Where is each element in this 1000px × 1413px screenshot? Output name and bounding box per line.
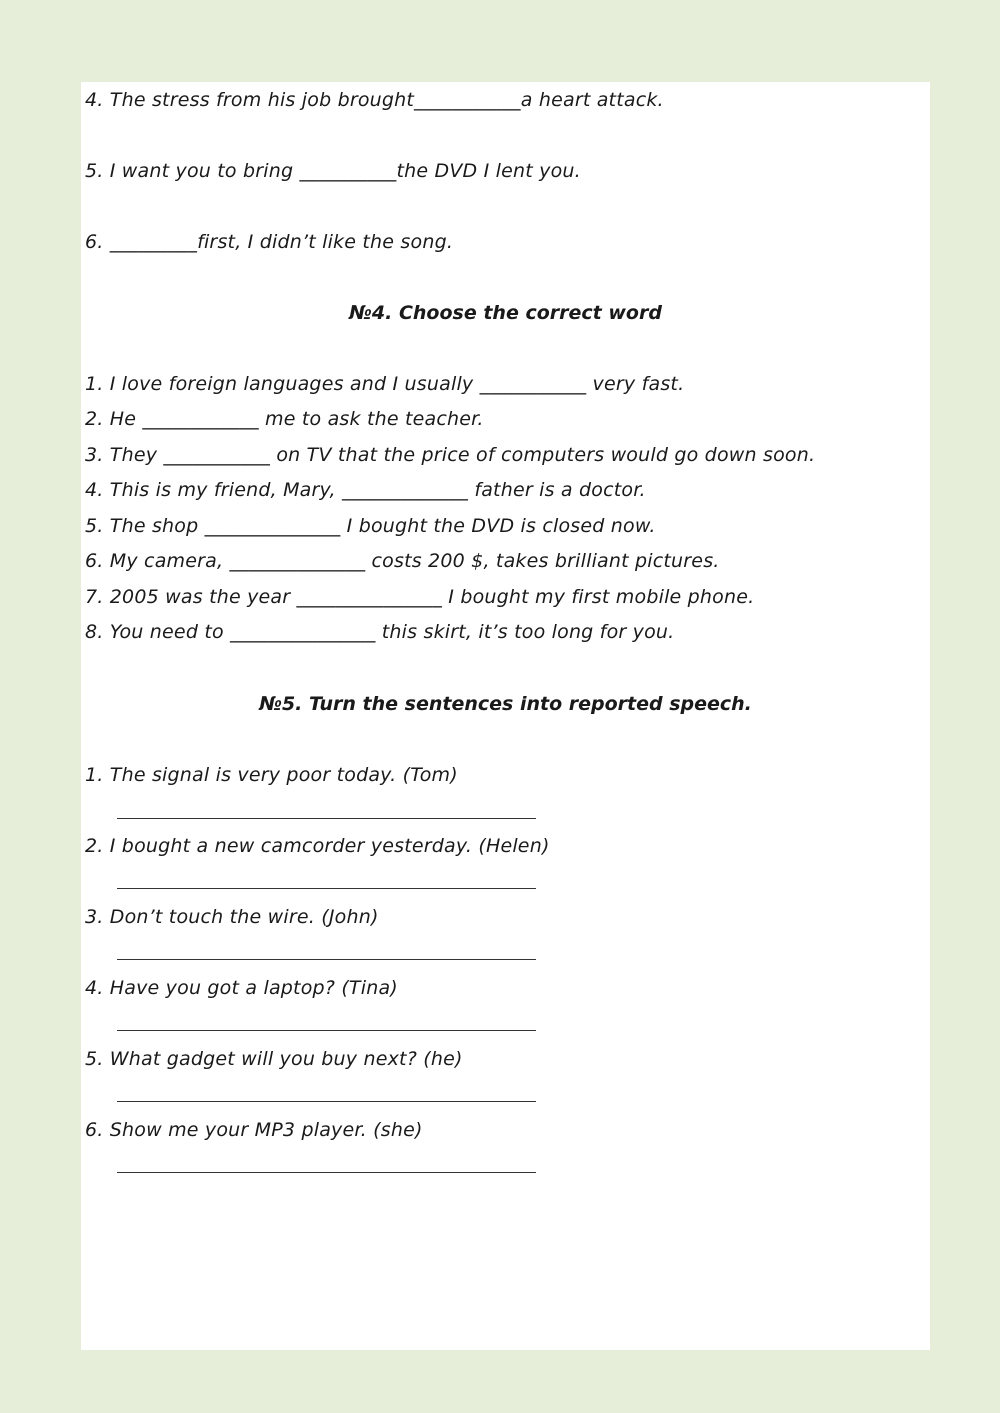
- ex4-item-1: 1. I love foreign languages and I usually ___________ very fast.: [85, 373, 685, 395]
- ex4-item-6: 6. My camera, ______________ costs 200 $, takes brilliant pictures.: [85, 550, 720, 572]
- ex5-item-6: 6. Show me your MP3 player. (she): [85, 1119, 423, 1141]
- ex5-answer-line-3[interactable]: [117, 959, 536, 960]
- ex5-answer-line-1[interactable]: [117, 818, 536, 819]
- ex3-item-4: 4. The stress from his job brought___________a heart attack.: [85, 89, 664, 111]
- ex5-answer-line-5[interactable]: [117, 1101, 536, 1102]
- ex5-heading: №5. Turn the sentences into reported speech.: [259, 693, 752, 715]
- ex5-answer-line-4[interactable]: [117, 1030, 536, 1031]
- ex5-answer-line-6[interactable]: [117, 1172, 536, 1173]
- ex5-item-3: 3. Don’t touch the wire. (John): [85, 906, 379, 928]
- ex5-item-5: 5. What gadget will you buy next? (he): [85, 1048, 463, 1070]
- ex4-item-8: 8. You need to _______________ this skirt, it’s too long for you.: [85, 621, 675, 643]
- worksheet-page: [81, 82, 930, 1350]
- ex3-item-5: 5. I want you to bring __________the DVD I lent you.: [85, 160, 581, 182]
- ex4-item-3: 3. They ___________ on TV that the price of computers would go down soon.: [85, 444, 816, 466]
- ex5-item-4: 4. Have you got a laptop? (Tina): [85, 977, 398, 999]
- ex4-item-5: 5. The shop ______________ I bought the DVD is closed now.: [85, 515, 656, 537]
- ex4-heading: №4. Choose the correct word: [349, 302, 662, 324]
- ex5-answer-line-2[interactable]: [117, 888, 536, 889]
- ex4-item-2: 2. He ____________ me to ask the teacher.: [85, 408, 484, 430]
- ex3-item-6: 6. _________first, I didn’t like the song.: [85, 231, 454, 253]
- ex5-item-1: 1. The signal is very poor today. (Tom): [85, 764, 458, 786]
- ex5-item-2: 2. I bought a new camcorder yesterday. (Helen): [85, 835, 550, 857]
- ex4-item-7: 7. 2005 was the year _______________ I bought my first mobile phone.: [85, 586, 755, 608]
- ex4-item-4: 4. This is my friend, Mary, _____________ father is a doctor.: [85, 479, 646, 501]
